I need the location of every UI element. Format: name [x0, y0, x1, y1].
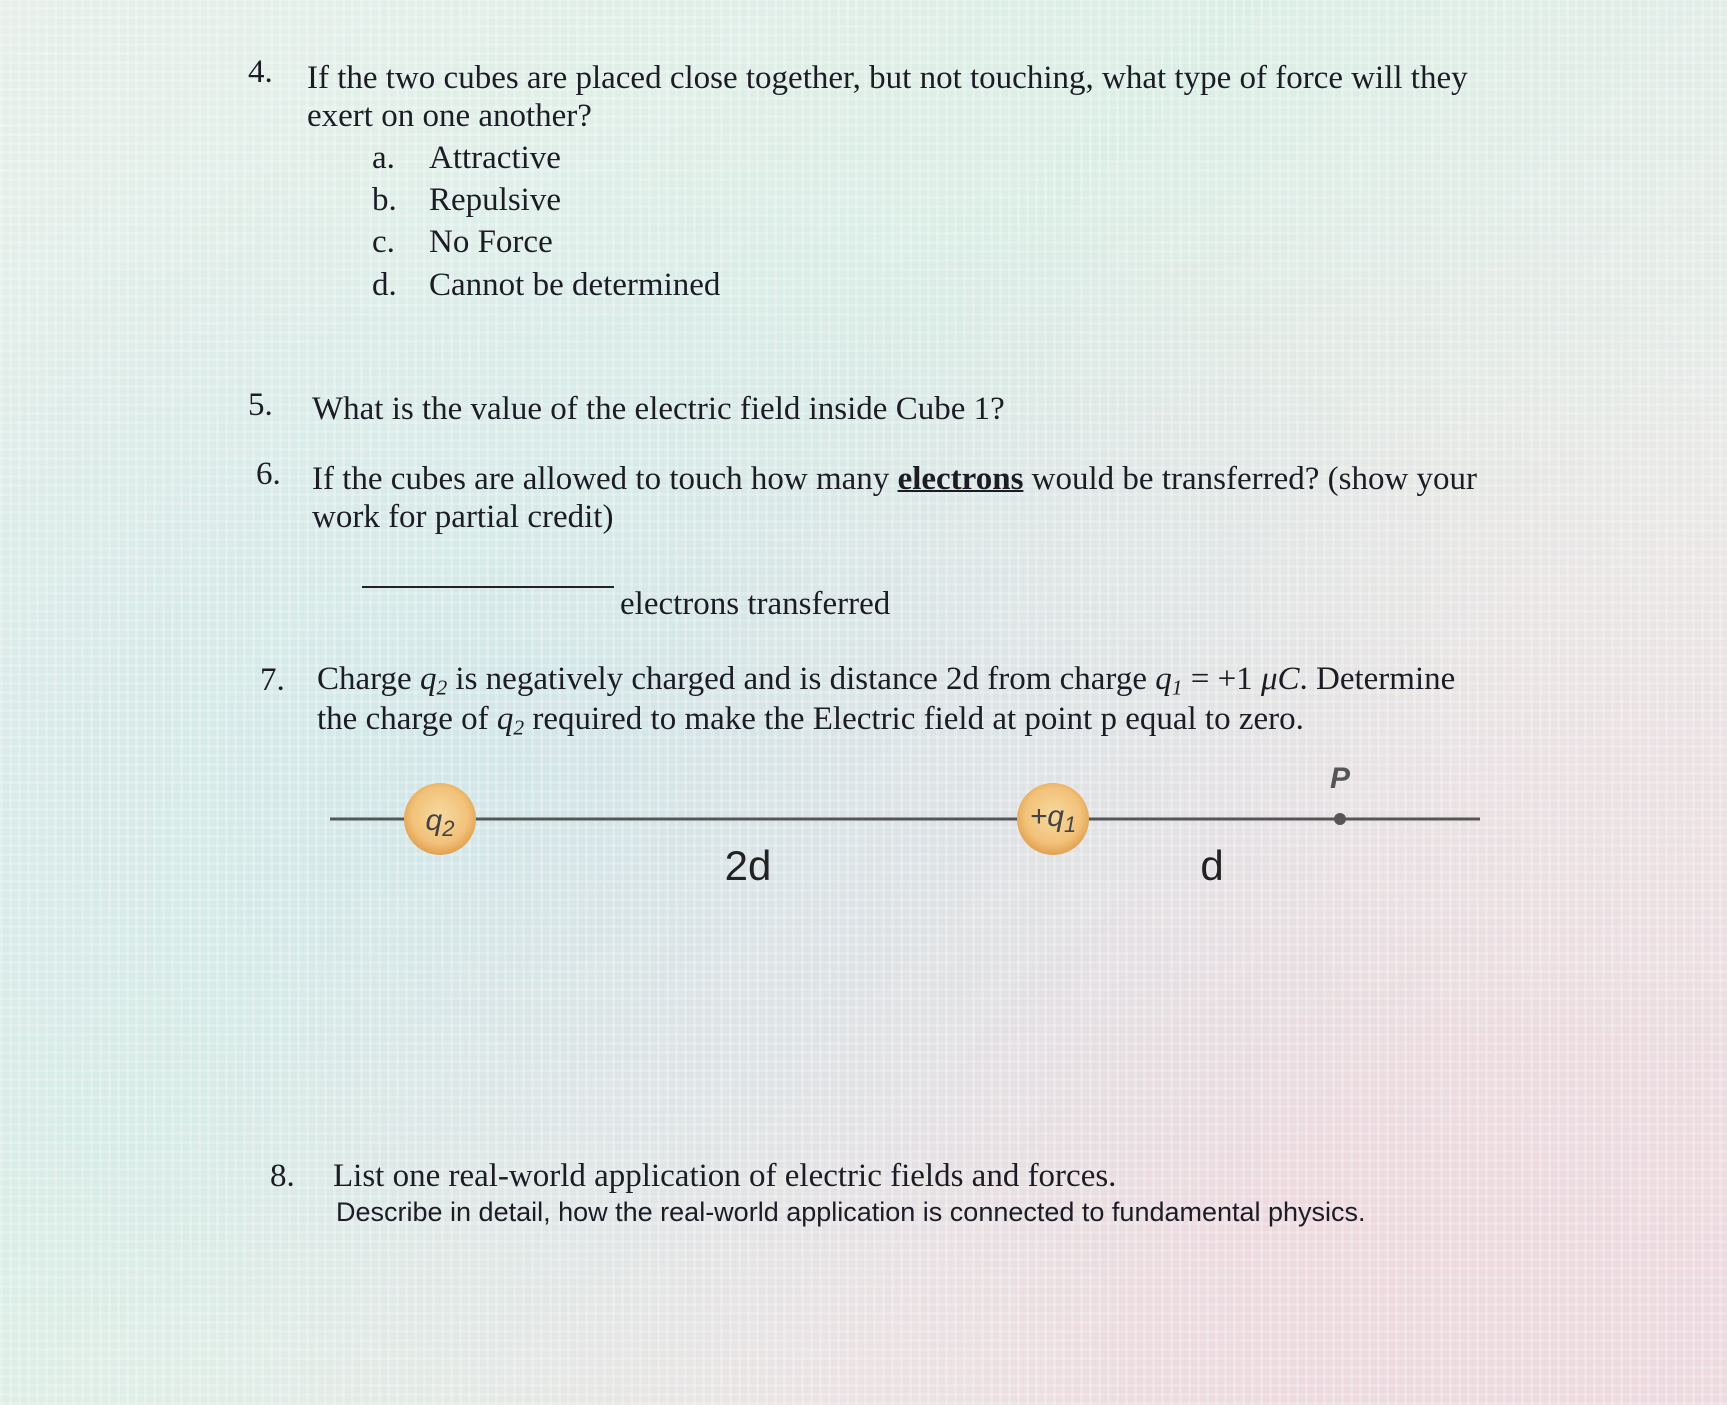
q2-symbol — [419, 661, 448, 700]
answer-blank[interactable] — [362, 586, 614, 588]
question-text-line2: exert on one another? — [307, 98, 592, 134]
question-number: 7. — [260, 662, 285, 698]
charge-diagram — [0, 760, 1727, 920]
variable: q — [1155, 661, 1172, 697]
question-text-line1: If the two cubes are placed close together, but not touching, what type of force will they — [307, 60, 1468, 96]
distance-right-label: d — [1200, 842, 1224, 889]
question-text-part: the charge of — [317, 701, 489, 737]
q1-symbol — [1155, 661, 1183, 700]
question-text-part: If the cubes are allowed to touch how many — [312, 461, 890, 497]
question-text-part: Charge — [317, 661, 412, 697]
question-text: What is the value of the electric field inside Cube 1? — [312, 391, 1005, 427]
question-text-line2: Describe in detail, how the real-world application is connected to fundamental physics. — [336, 1197, 1366, 1227]
option-text-a: Attractive — [429, 140, 561, 176]
subscript: 1 — [1171, 675, 1183, 700]
subscript: 2 — [513, 715, 525, 740]
point-p — [1334, 813, 1346, 825]
subscript: 2 — [436, 675, 448, 700]
question-text-part: = +1 — [1190, 661, 1253, 697]
question-text-line1 — [317, 663, 1455, 699]
q2-symbol — [496, 701, 525, 740]
option-letter-a: a. — [372, 140, 395, 176]
question-number: 5. — [248, 387, 273, 423]
question-text-line2: work for partial credit) — [312, 499, 614, 535]
emphasized-word: electrons — [897, 461, 1024, 497]
option-letter-d: d. — [372, 267, 397, 303]
question-text-line1 — [312, 463, 1477, 496]
option-text-d: Cannot be determined — [429, 267, 721, 303]
question-text-part: . Determine — [1299, 661, 1456, 697]
option-text-b: Repulsive — [429, 182, 561, 218]
charge-q1-label: $+q_1$ — [1029, 800, 1077, 837]
option-letter-b: b. — [372, 182, 397, 218]
question-number: 4. — [248, 54, 273, 90]
distance-left-label: 2d — [724, 842, 772, 889]
point-p-label: P — [1329, 762, 1351, 795]
question-text-part: would be transferred? (show your — [1031, 461, 1478, 497]
question-text-part: required to make the Electric field at point p equal to zero. — [532, 701, 1304, 737]
question-number: 8. — [270, 1158, 295, 1194]
unit: μC — [1260, 661, 1300, 697]
variable: q — [496, 701, 514, 737]
option-text-c: No Force — [429, 224, 553, 260]
variable: q — [419, 661, 437, 697]
question-text-line2 — [317, 703, 1304, 739]
answer-suffix: electrons transferred — [620, 586, 891, 622]
question-number: 6. — [256, 456, 281, 492]
question-text-part: is negatively charged and is distance 2d from charge — [455, 661, 1147, 697]
charge-q2-label: $q_2$ — [425, 804, 455, 841]
option-letter-c: c. — [372, 224, 395, 260]
question-text-line1: List one real-world application of electric fields and forces. — [333, 1158, 1117, 1194]
